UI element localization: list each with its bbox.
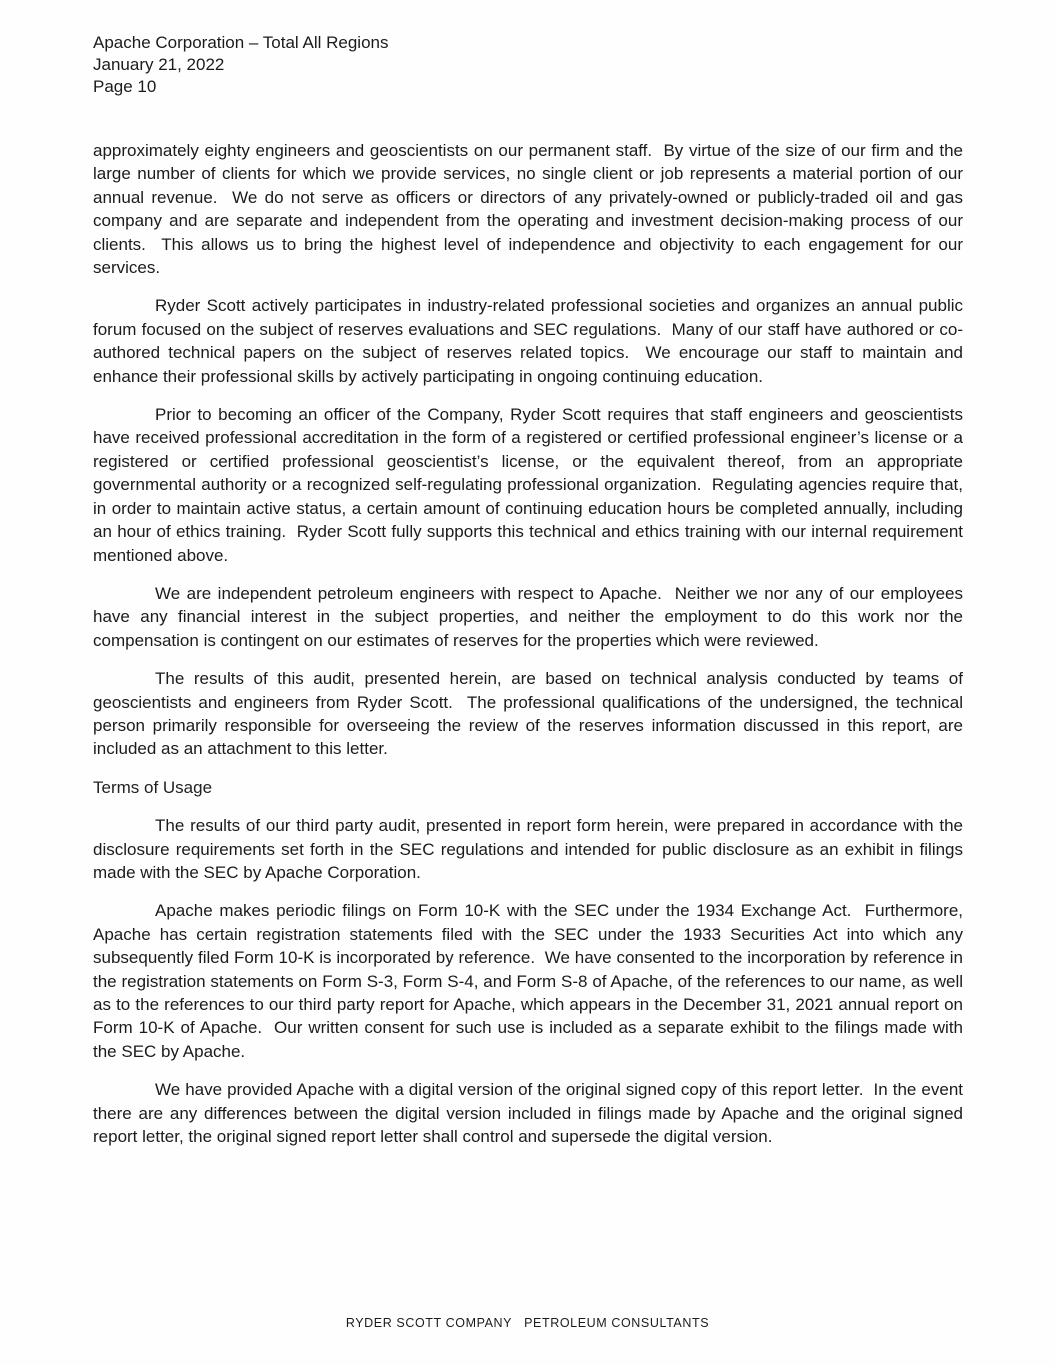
body-paragraph: We have provided Apache with a digital version of the original signed copy of this report letter. In the event there are any differences between the digital version included in filings made by Apache and the original signed report letter, the original signed report letter shall control and supersede the digital version. <box>93 1080 968 1147</box>
body-paragraph: approximately eighty engineers and geoscientists on our permanent staff. By virtue of the size of our firm and the large number of clients for which we provide services, no single client or job represents a material portion of our annual revenue. We do not serve as officers or directors of any privately-owned or publicly-traded oil and gas company and are separate and independent from the operating and investment decision-making process of our clients. This allows us to bring the highest level of independence and objectivity to each engagement for our services. <box>93 141 968 278</box>
body-paragraph: Ryder Scott actively participates in industry-related professional societies and organizes an annual public forum focused on the subject of reserves evaluations and SEC regulations. Many of our staff have authored or co-authored technical papers on the subject of reserves related topics. We encourage our staff to maintain and enhance their professional skills by actively participating in ongoing continuing education. <box>93 296 968 386</box>
header-company-line: Apache Corporation – Total All Regions <box>93 33 389 52</box>
section-heading-terms-of-usage: Terms of Usage <box>93 777 213 797</box>
footer-company-name: RYDER SCOTT COMPANY PETROLEUM CONSULTANTS <box>345 1316 710 1330</box>
body-paragraph: Prior to becoming an officer of the Company, Ryder Scott requires that staff engineers and geoscientists have received professional accreditation in the form of a registered or certified professional engineer’s license or a registered or certified professional geoscientist’s license, or the equivalent thereof, from an appropriate governmental authority or a recognized self-regulating professional organization. Regulating agencies require that, in order to maintain active status, a certain amount of continuing education hours be completed annually, including an hour of ethics training. Ryder Scott fully supports this technical and ethics training with our internal requirement mentioned above. <box>93 405 968 565</box>
body-paragraph: Apache makes periodic filings on Form 10-K with the SEC under the 1934 Exchange Act. Furthermore, Apache has certain registration statements filed with the SEC under the 1933 Securities Act into which any subsequently filed Form 10-K is incorporated by reference. We have consented to the incorporation by reference in the registration statements on Form S-3, Form S-4, and Form S-8 of Apache, of the references to our name, as well as to the references to our third party report for Apache, which appears in the December 31, 2021 annual report on Form 10-K of Apache. Our written consent for such use is included as a separate exhibit to the filings made with the SEC by Apache. <box>93 901 968 1061</box>
header-page-number: Page 10 <box>93 77 157 96</box>
letter-header <box>93 32 963 98</box>
letter-body <box>93 139 968 1148</box>
body-paragraph: The results of this audit, presented herein, are based on technical analysis conducted by teams of geoscientists and engineers from Ryder Scott. The professional qualifications of the undersigned, the technical person primarily responsible for overseeing the review of the reserves information discussed in this report, are included as an attachment to this letter. <box>93 669 968 759</box>
body-paragraph: We are independent petroleum engineers with respect to Apache. Neither we nor any of our employees have any financial interest in the subject properties, and neither the employment to do this work nor the compensation is contingent on our estimates of reserves for the properties which were reviewed. <box>93 583 968 650</box>
header-date-line: January 21, 2022 <box>93 55 225 74</box>
body-paragraph: The results of our third party audit, presented in report form herein, were prepared in accordance with the disclosure requirements set forth in the SEC regulations and intended for public disclosure as an exhibit in filings made with the SEC by Apache Corporation. <box>93 816 968 882</box>
page-content <box>93 32 968 1163</box>
